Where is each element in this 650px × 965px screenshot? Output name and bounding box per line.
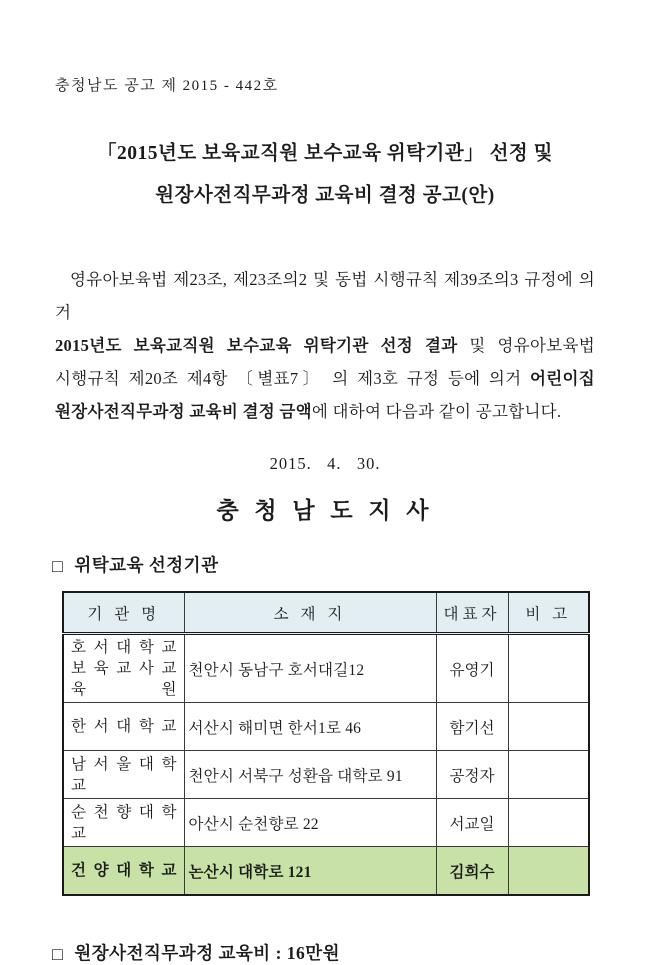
org-row bbox=[63, 703, 589, 751]
org-row bbox=[63, 634, 589, 703]
org-name-line: 호 서 대 학 교 bbox=[71, 639, 177, 656]
section-heading-1 bbox=[52, 552, 650, 577]
org-row bbox=[63, 799, 589, 847]
org-name-cell bbox=[63, 634, 184, 703]
org-note-cell bbox=[508, 703, 589, 751]
org-address-cell: 천안시 서북구 성환읍 대학로 91 bbox=[184, 751, 436, 799]
section-heading-2 bbox=[52, 940, 650, 965]
announcement-date: 2015. 4. 30. bbox=[269, 454, 381, 473]
section-1-title: 위탁교육 선정기관 bbox=[74, 555, 219, 575]
org-representative-cell: 함기선 bbox=[436, 703, 508, 751]
orgs-table-head bbox=[63, 592, 589, 634]
org-representative-cell: 유영기 bbox=[436, 634, 508, 703]
org-row bbox=[63, 751, 589, 799]
org-name-line: 순 천 향 대 학 교 bbox=[71, 803, 177, 842]
org-name-line: 한 서 대 학 교 bbox=[71, 718, 177, 735]
paragraph-text-bold: 어린이집 bbox=[530, 369, 595, 388]
header-cell-address: 소 재 지 bbox=[184, 592, 436, 634]
paragraph-text: 시행규칙 제20조 제4항 〔별표7〕 의 제3호 규정 등에 의거 bbox=[55, 369, 531, 388]
paragraph-line-1 bbox=[55, 263, 595, 329]
paragraph-text-bold: 2015년도 보육교직원 보수교육 위탁기관 선정 결과 bbox=[55, 336, 458, 355]
org-address-cell: 논산시 대학로 121 bbox=[184, 847, 436, 896]
org-representative-cell: 김희수 bbox=[436, 847, 508, 896]
org-note-cell bbox=[508, 751, 589, 799]
org-representative-cell: 서교일 bbox=[436, 799, 508, 847]
paragraph-text: 에 대하여 다음과 같이 공고합니다. bbox=[311, 402, 562, 421]
doc-title-line2: 원장사전직무과정 교육비 결정 공고(안) bbox=[155, 185, 495, 206]
org-address-cell: 아산시 순천향로 22 bbox=[184, 799, 436, 847]
orgs-table-header-row bbox=[63, 592, 589, 634]
checkbox-icon: □ bbox=[52, 944, 64, 964]
orgs-table bbox=[62, 591, 590, 896]
org-address-cell: 서산시 해미면 한서1로 46 bbox=[184, 703, 436, 751]
signer-title: 충 청 남 도 지 사 bbox=[216, 498, 434, 523]
doc-title-line1: 「2015년도 보육교직원 보수교육 위탁기관」 선정 및 bbox=[97, 143, 553, 164]
org-name-cell bbox=[63, 799, 184, 847]
notice-number: 충청남도 공고 제 2015 - 442호 bbox=[55, 78, 279, 94]
doc-title bbox=[0, 133, 650, 217]
org-note-cell bbox=[508, 847, 589, 896]
org-address-cell: 천안시 동남구 호서대길12 bbox=[184, 634, 436, 703]
orgs-table-body bbox=[63, 634, 589, 896]
section-2-title: 원장사전직무과정 교육비 : 16만원 bbox=[74, 943, 341, 963]
header-cell-note: 비 고 bbox=[508, 592, 589, 634]
org-representative-cell: 공정자 bbox=[436, 751, 508, 799]
paragraph-text: 및 영유아보육법 bbox=[457, 336, 595, 355]
org-note-cell bbox=[508, 799, 589, 847]
org-name-line: 건 양 대 학 교 bbox=[71, 862, 177, 879]
org-row bbox=[63, 847, 589, 896]
paragraph-line-3 bbox=[55, 362, 595, 395]
body-paragraph bbox=[55, 263, 595, 428]
org-name-cell bbox=[63, 847, 184, 896]
paragraph-line-2 bbox=[55, 329, 595, 362]
org-name-line: 남 서 울 대 학 교 bbox=[71, 755, 177, 794]
paragraph-line-4 bbox=[55, 395, 595, 428]
header-cell-org-name: 기 관 명 bbox=[63, 592, 184, 634]
checkbox-icon: □ bbox=[52, 556, 64, 576]
paragraph-text: 영유아보육법 제23조, 제23조의2 및 동법 시행규칙 제39조의3 규정에 의거 bbox=[55, 270, 595, 322]
org-note-cell bbox=[508, 634, 589, 703]
org-name-line: 보 육 교 사 교 육 원 bbox=[71, 660, 177, 698]
header-cell-representative: 대표자 bbox=[436, 592, 508, 634]
org-name-cell bbox=[63, 703, 184, 751]
paragraph-text-bold: 원장사전직무과정 교육비 결정 금액 bbox=[55, 402, 312, 421]
org-name-cell bbox=[63, 751, 184, 799]
